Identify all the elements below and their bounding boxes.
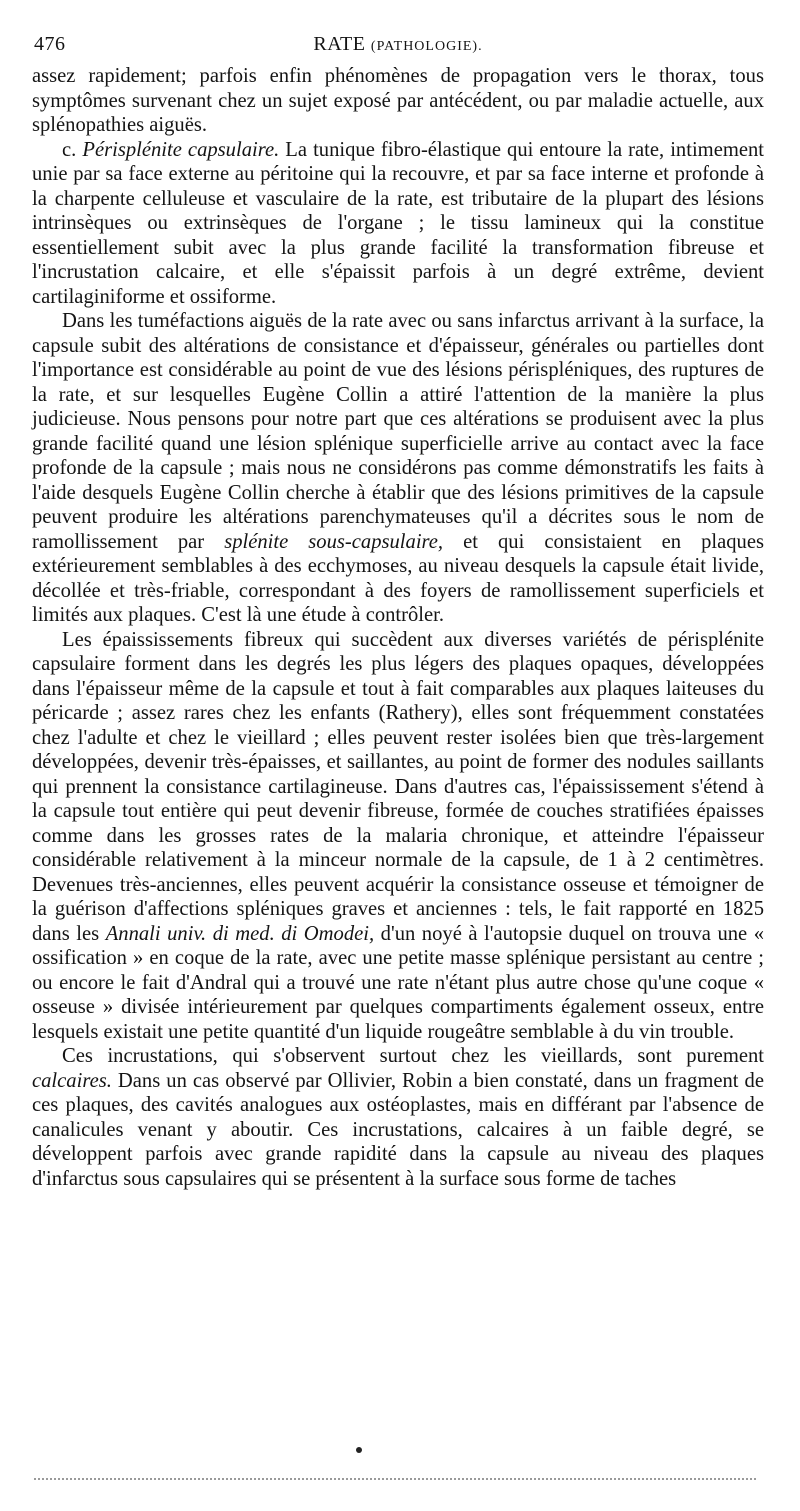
italic-term: splénite sous-capsulaire, bbox=[224, 530, 444, 553]
paragraph-tumefactions bbox=[32, 309, 764, 628]
page-number: 476 bbox=[34, 33, 66, 55]
paragraph-epaississements bbox=[32, 628, 764, 1045]
body-text bbox=[32, 64, 764, 1191]
running-title-sub: (PATHOLOGIE). bbox=[370, 39, 483, 54]
running-title-main: RATE bbox=[313, 33, 366, 55]
text-run: et qui consistaient en plaques extérieurement semblables à des ecchymoses, au niveau desquels la capsule était livide, décollée et très-friable, correspondant à des foyers de ramollissement superficiels et limités aux plaques. C'est là une étude à contrôler. bbox=[32, 530, 764, 626]
text-run: d'un noyé à l'autopsie duquel on trouva une « ossification » en coque de la rate, avec une petite masse splénique persistant au centre ; ou encore le fait d'Andral qui a trouvé une rate n'étant plus autre chose qu'une coque « osseuse » divisée intérieurement par quelques compartiments également osseux, entre lesquels existait une petite quantité d'un liquide rougeâtre semblable à du vin trouble. bbox=[32, 922, 765, 1043]
text-run: La tunique fibro-élastique qui entoure la rate, intimement unie par sa face externe au péritoine qui la recouvre, et par sa face interne et profonde à la charpente celluleuse et vasculaire de la rate, est tributaire de la plupart des lésions intrinsèques ou extrinsèques de l'organe ; le tissu lamineux qui la constitue essentiellement subit avec la plus grande facilité la transformation fibreuse et l'incrustation calcaire, et elle s'épaissit parfois à un degré extrême, devient cartilaginiforme et ossiforme. bbox=[32, 138, 765, 308]
text-run: assez rapidement; parfois enfin phénomènes de propagation vers le thorax, tous symptômes survenant chez un sujet exposé par antécédent, ou par maladie actuelle, aux splénopathies aiguës. bbox=[32, 65, 764, 136]
paragraph-perisplenite-capsulaire bbox=[32, 138, 764, 310]
text-run: Dans un cas observé par Ollivier, Robin a bien constaté, dans un fragment de ces plaques, des cavités analogues aux ostéoplastes, mais en différant par l'absence de canalicules venant y aboutir. Ces incrustations, calcaires à un faible degré, se développent parfois avec grande rapidité dans la capsule au niveau des plaques d'infarctus sous capsulaires qui se présentent à la surface sous forme de taches bbox=[32, 1069, 764, 1190]
section-heading-italic: Périsplénite capsulaire. bbox=[82, 138, 280, 161]
text-run: Les épaississements fibreux qui succèdent aux diverses variétés de périsplénite capsulaire forment dans les degrés les plus légers des plaques opaques, développées dans l'épaisseur même de la capsule et tout à fait comparables aux plaques laiteuses du péricarde ; assez rares chez les enfants (Rathery), elles sont fréquemment constatées chez l'adulte et chez le vieillard ; elles peuvent rester isolées bien que très-largement développées, devenir très-épaisses, et saillantes, au point de former des nodules saillants qui prennent la consistance cartilagineuse. Dans d'autres cas, l'épaississement s'étend à la capsule tout entière qui peut devenir fibreuse, formée de couches stratifiées épaisses comme dans les grosses rates de la malaria chronique, et atteindre l'épaisseur considérable relativement à la minceur normale de la capsule, de 1 à 2 centimètres. Devenues très-anciennes, elles peuvent acquérir la consistance osseuse et témoigner de la guérison d'affections spléniques graves et anciennes : tels, le fait rapporté en 1825 dans les bbox=[32, 628, 764, 945]
italic-citation: Annali univ. di med. di Omodei, bbox=[105, 922, 375, 945]
footer-rule bbox=[34, 1478, 756, 1480]
running-title bbox=[32, 32, 764, 60]
paragraph-continuation bbox=[32, 64, 764, 138]
print-speck bbox=[356, 1447, 362, 1453]
text-run: Dans les tuméfactions aiguës de la rate avec ou sans infarctus arrivant à la surface, la capsule subit des altérations de consistance et d'épaisseur, générales ou partielles dont l'importance est considérable au point de vue des lésions périspléniques, des ruptures de la rate, et sur lesquelles Eugène Collin a attiré l'attention de la manière la plus judicieuse. Nous pensons pour notre part que ces altérations se produisent avec la plus grande facilité quand une lésion splénique superficielle arrive au contact avec la face profonde de la capsule ; mais nous ne considérons pas comme démonstratifs les faits à l'aide desquels Eugène Collin cherche à établir que des lésions primitives de la capsule peuvent produire les altérations parenchymateuses qu'il a décrites sous le nom de ramollissement par bbox=[32, 310, 764, 553]
text-run: Ces incrustations, qui s'observent surtout chez les vieillards, sont purement bbox=[62, 1045, 764, 1067]
italic-term: calcaires. bbox=[32, 1069, 112, 1092]
paragraph-incrustations bbox=[32, 1044, 764, 1191]
section-letter: c. bbox=[62, 138, 83, 161]
running-head bbox=[32, 26, 764, 56]
